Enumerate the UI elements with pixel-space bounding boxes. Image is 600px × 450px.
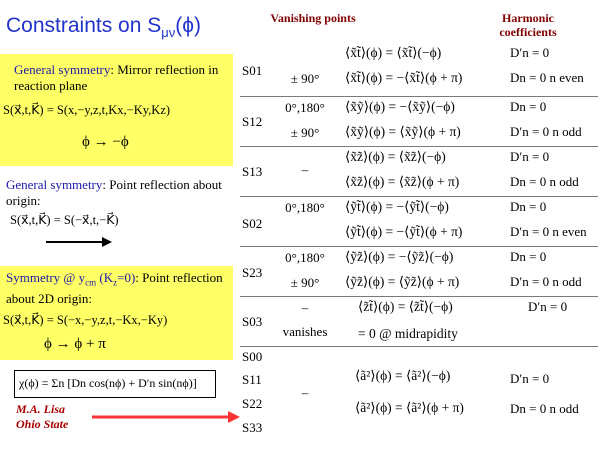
coefficient-constraint: Dn = 0 — [510, 249, 547, 264]
chi-expansion-equation: χ(ϕ) = Σn [Dn cos(nϕ) + D′n sin(nϕ)] — [19, 376, 197, 390]
vanishing-point: ± 90° — [290, 71, 320, 86]
correlation-relation: ⟨z̃t̃⟩(ϕ) = ⟨z̃t̃⟩(−ϕ) — [358, 299, 453, 314]
coefficient-constraint: Dn = 0 — [510, 99, 547, 114]
vanishing-point: – — [301, 385, 309, 400]
mirror-phi-map: ϕ → −ϕ — [82, 134, 129, 150]
vanishing-point: – — [301, 162, 309, 177]
correlation-relation: ⟨x̃z̃⟩(ϕ) = ⟨x̃z̃⟩(ϕ + π) — [345, 174, 460, 189]
coefficient-constraint: Dn = 0 n odd — [510, 174, 579, 189]
right-arrow-icon — [44, 235, 114, 254]
coefficient-constraint: D′n = 0 — [510, 149, 550, 164]
row-divider — [240, 296, 598, 297]
ycm-symmetry-text — [6, 270, 231, 307]
point-reflection-description: : Point reflection about origin: — [6, 177, 222, 208]
row-divider — [240, 346, 598, 347]
coefficient-constraint: Dn = 0 — [510, 199, 547, 214]
correlation-relation: ⟨x̃ỹ⟩(ϕ) = −⟨x̃ỹ⟩(−ϕ) — [345, 99, 455, 114]
vanishing-point: vanishes — [282, 324, 328, 339]
page-title — [6, 14, 201, 40]
title-main: Constraints on S — [6, 14, 162, 37]
title-argument: (ϕ) — [175, 14, 201, 37]
author-institution: Ohio State — [16, 417, 69, 431]
correlation-relation: ⟨x̃ỹ⟩(ϕ) = ⟨x̃ỹ⟩(ϕ + π) — [345, 124, 461, 139]
table-row-label: S22 — [242, 396, 263, 411]
vanishing-point: – — [301, 300, 309, 315]
row-divider — [240, 146, 598, 147]
table-row-label: S01 — [242, 63, 263, 78]
coefficient-constraint: D′n = 0 n even — [510, 224, 587, 239]
mirror-symmetry-box — [0, 54, 233, 166]
author-name: M.A. Lisa — [16, 402, 66, 416]
mirror-symmetry-text — [14, 62, 224, 94]
table-row-label: S11 — [242, 372, 262, 387]
header-harmonic-coefficients: Harmonic coefficients — [499, 11, 557, 39]
vanishing-point: ± 90° — [290, 275, 320, 290]
ycm-symmetry-box — [0, 266, 233, 360]
vanishing-point: 0°,180° — [285, 100, 325, 115]
coefficient-constraint: D′n = 0 n odd — [510, 124, 582, 139]
table-row-label: S23 — [242, 265, 263, 280]
mirror-symmetry-label: General symmetry — [14, 62, 111, 77]
point-reflection-equation: S(x⃗,t,K⃗) = S(−x⃗,t,−K⃗) — [10, 213, 119, 227]
correlation-relation: ⟨ỹt̃⟩(ϕ) = −⟨ỹt̃⟩(ϕ + π) — [345, 224, 463, 239]
correlation-relation: ⟨x̃z̃⟩(ϕ) = ⟨x̃z̃⟩(−ϕ) — [345, 149, 446, 164]
coefficient-constraint: Dn = 0 n odd — [510, 401, 579, 416]
table-row-label: S00 — [242, 349, 263, 364]
row-divider — [240, 246, 598, 247]
mirror-symmetry-equation: S(x⃗,t,K⃗) = S(x,−y,z,t,Kx,−Ky,Kz) — [3, 103, 171, 117]
row-divider — [240, 96, 598, 97]
vanishing-point: 0°,180° — [285, 200, 325, 215]
correlation-relation: ⟨ỹt̃⟩(ϕ) = −⟨ỹt̃⟩(−ϕ) — [345, 199, 449, 214]
correlation-relation: ⟨ỹz̃⟩(ϕ) = ⟨ỹz̃⟩(ϕ + π) — [345, 274, 460, 289]
title-subscript: μν — [161, 25, 176, 41]
point-reflection-text — [6, 177, 234, 209]
header-vanishing-points: Vanishing points — [270, 11, 356, 25]
correlation-relation: ⟨ã²⟩(ϕ) = ⟨ã²⟩(ϕ + π) — [355, 400, 464, 415]
mirror-symmetry-description: : Mirror reflection in reaction plane — [14, 62, 219, 93]
coefficient-constraint: Dn = 0 n even — [510, 70, 584, 85]
table-row-label: S13 — [242, 164, 263, 179]
vanishing-point: 0°,180° — [285, 250, 325, 265]
ycm-phi-map: ϕ → ϕ + π — [44, 336, 106, 352]
correlation-relation: ⟨x̃t̃⟩(ϕ) = ⟨x̃t̃⟩(−ϕ) — [345, 45, 442, 60]
coefficient-constraint: D′n = 0 — [528, 299, 568, 314]
table-row-label: S02 — [242, 216, 263, 231]
correlation-relation: ⟨ỹz̃⟩(ϕ) = −⟨ỹz̃⟩(−ϕ) — [345, 249, 454, 264]
table-row-label: S33 — [242, 420, 263, 435]
ycm-symmetry-label: Symmetry @ $y_{cm}$ $(K_z=0)$ — [6, 270, 136, 288]
pointer-arrow-icon — [92, 410, 242, 429]
ycm-symmetry-description: : Point reflection about 2D origin: — [6, 270, 223, 306]
coefficient-constraint: D′n = 0 n odd — [510, 274, 582, 289]
coefficient-constraint: D′n = 0 — [510, 45, 550, 60]
point-reflection-label: General symmetry — [6, 177, 103, 192]
table-row-label: S03 — [242, 314, 263, 329]
coefficient-constraint: D′n = 0 — [510, 371, 550, 386]
chi-expansion-box — [14, 370, 216, 398]
correlation-relation: ⟨ã²⟩(ϕ) = ⟨ã²⟩(−ϕ) — [355, 368, 451, 383]
ycm-symmetry-equation: S(x⃗,t,K⃗) = S(−x,−y,z,t,−Kx,−Ky) — [3, 313, 168, 327]
table-row-label: S12 — [242, 114, 263, 129]
row-divider — [240, 196, 598, 197]
vanishing-point: ± 90° — [290, 125, 320, 140]
correlation-relation: ⟨x̃t̃⟩(ϕ) = −⟨x̃t̃⟩(ϕ + π) — [345, 70, 463, 85]
correlation-relation: = 0 @ midrapidity — [358, 326, 458, 341]
